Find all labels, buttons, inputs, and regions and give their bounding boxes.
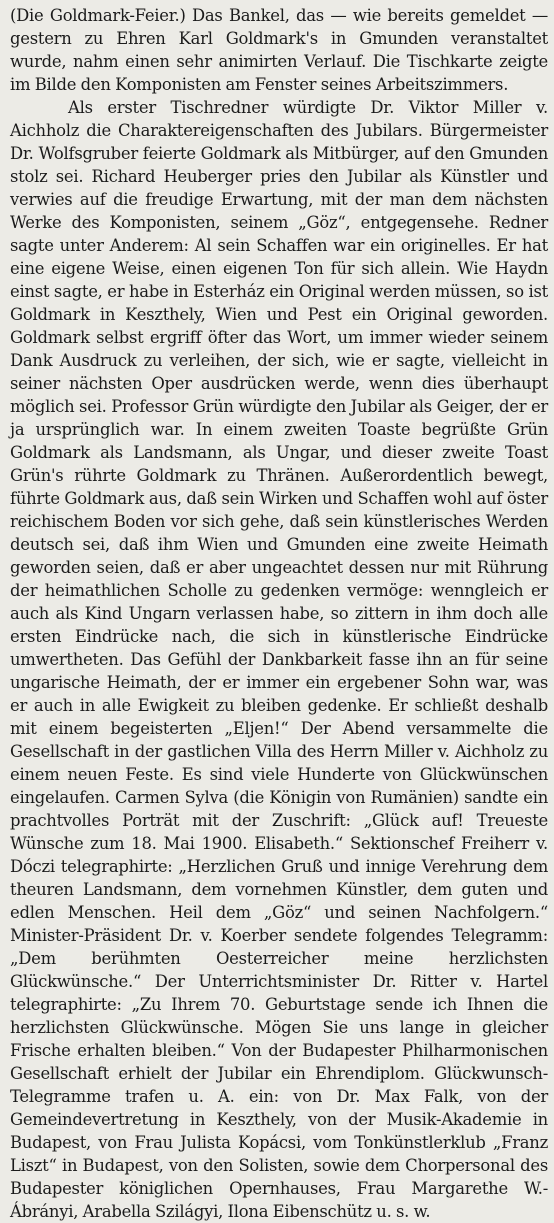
article-intro-paragraph: (Die Goldmark-Feier.) Das Bankel, das — wie bereits gemeldet — gestern zu Ehren Karl Goldmark's in Gmunden veranstaltet wurde, nahm einen sehr animirten Verlauf. Die Tischkarte zeigte im Bilde den Komponisten am Fenster seines Arbeitszimmers. bbox=[10, 6, 548, 94]
article-body-paragraph: Als erster Tischredner würdigte Dr. Viktor Miller v. Aichholz die Charaktereigenschaften des Jubilars. Bürgermeister Dr. Wolfsgruber feierte Goldmark als Mitbürger, auf den Gmunden stolz sei. Richard Heuberger pries den Jubilar als Künstler und verwies auf die freudige Erwartung, mit der man dem nächsten Werke des Komponisten, seinem „Göz“, entgegensehe. Redner sagte unter Anderem: Al sein Schaffen war ein originelles. Er hat eine eigene Weise, einen eigenen Ton für sich allein. Wie Haydn einst sagte, er habe in Esterház ein Original werden müssen, so ist Goldmark in Keszthely, Wien und Pest ein Original geworden. Goldmark selbst ergriff öfter das Wort, um immer wieder seinem Dank Ausdruck zu verleihen, der sich, wie er sagte, vielleicht in seiner nächsten Oper ausdrücken werde, wenn dies überhaupt möglich sei. Professor Grün würdigte den Jubilar als Geiger, der er ja ursprünglich war. In einem zweiten Toaste begrüßte Grün Goldmark als Landsmann, als Ungar, und dieser zweite Toast Grün's rührte Goldmark zu Thränen. Außerordentlich bewegt, führte Goldmark aus, daß sein Wirken und Schaffen wohl auf öster reichischem Boden vor sich gehe, daß sein künstlerisches Werden deutsch sei, daß ihm Wien und Gmunden eine zweite Heimath geworden seien, daß er aber ungeachtet dessen nur mit Rührung der heimathlichen Scholle zu gedenken vermöge: wenngleich er auch als Kind Ungarn verlassen habe, so zittern in ihm doch alle ersten Eindrücke nach, die sich in künstlerische Eindrücke umwertheten. Das Gefühl der Dankbarkeit fasse ihn an für seine ungarische Heimath, der er immer ein ergebener Sohn war, was er auch in alle Ewigkeit zu bleiben gedenke. Er schließt deshalb mit einem begeisterten „Eljen!“ Der Abend versammelte die Gesellschaft in der gastlichen Villa des Herrn Miller v. Aichholz zu einem neuen Feste. Es sind viele Hunderte von Glückwünschen eingelaufen. Carmen Sylva (die Königin von Rumänien) sandte ein prachtvolles Porträt mit der Zuschrift: „Glück auf! Treueste Wünsche zum 18. Mai 1900. Elisabeth.“ Sektionschef Freiherr v. Dóczi telegraphirte: „Herzlichen Gruß und innige Verehrung dem theuren Landsmann, dem vornehmen Künstler, dem guten und edlen Menschen. Heil dem „Göz“ und seinen Nachfolgern.“ Minister-Präsident Dr. v. Koerber sendete folgendes Telegramm: „Dem berühmten Oesterreicher meine herzlichsten Glückwünsche.“ Der Unterrichtsminister Dr. Ritter v. Hartel telegraphirte: „Zu Ihrem 70. Geburtstage sende ich Ihnen die herzlichsten Glückwünsche. Mögen Sie uns lange in gleicher Frische erhalten bleiben.“ Von der Budapester Philharmonischen Gesellschaft erhielt der Jubilar ein Ehrendiplom. Glückwunsch-Telegramme trafen u. A. ein: von Dr. Max Falk, von der Gemeindevertretung in Keszthely, von der Musik-Akademie in Budapest, von Frau Julista Kopácsi, vom Tonkünstlerklub „Franz Liszt“ in Budapest, von den Solisten, sowie dem Chorpersonal des Budapester königlichen Opernhauses, Frau Margarethe W.-Ábrányi, Arabella Szilágyi, Ilona Eibenschütz u. s. w. bbox=[10, 98, 548, 1221]
